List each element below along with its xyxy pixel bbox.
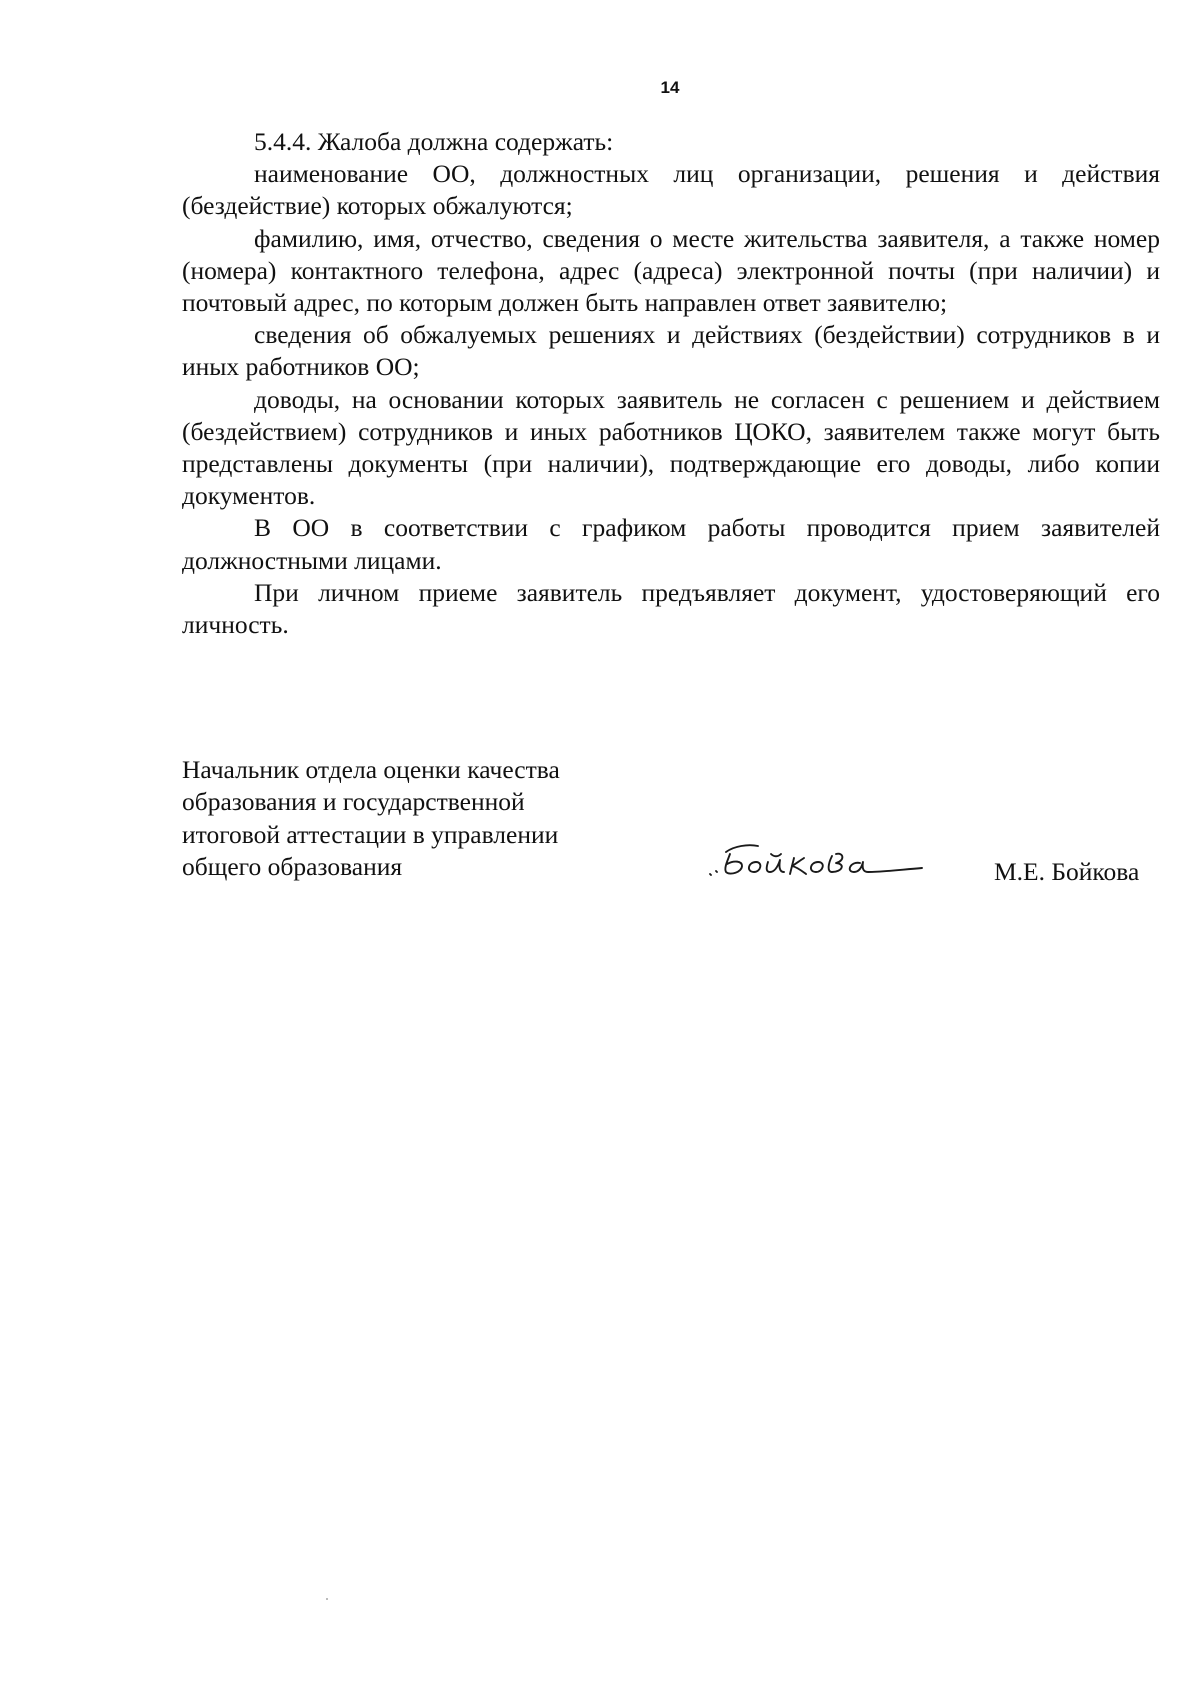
signer-position-line: общего образования xyxy=(182,852,403,882)
paragraph-applicant-info: фамилию, имя, отчество, сведения о месте жительства заявителя, а также номер (номера) контактного телефона, адрес (адреса) электронной почты (при наличии) и почтовый адрес, по которым должен быть направлен ответ заявителю; xyxy=(182,223,1160,318)
document-body xyxy=(182,126,1160,641)
paragraph-appealed-decisions: сведения об обжалуемых решениях и действиях (бездействии) сотрудников в и иных работников ОО; xyxy=(182,320,1160,382)
handwritten-signature xyxy=(700,834,930,884)
paragraph-arguments: доводы, на основании которых заявитель не согласен с решением и действием (бездействием) сотрудников и иных работников ЦОКО, заявителем также могут быть представлены документы (при наличии), подтверждающие его доводы, либо копии документов. xyxy=(182,384,1160,511)
paragraph-org-name: наименование ОО, должностных лиц организации, решения и действия (бездействие) которых обжалуются; xyxy=(182,159,1160,221)
signer-position xyxy=(182,754,662,884)
signer-name: М.Е. Бойкова xyxy=(994,857,1140,886)
signer-position-line: образования и государственной xyxy=(182,787,525,817)
paragraph-reception-schedule: В ОО в соответствии с графиком работы проводится прием заявителей должностными лицами. xyxy=(182,513,1160,575)
scan-speck xyxy=(326,1598,328,1600)
page-number: 14 xyxy=(660,78,680,97)
signer-position-line: Начальник отдела оценки качества xyxy=(182,755,560,784)
paragraph-personal-reception: При личном приеме заявитель предъявляет документ, удостоверяющий его личность. xyxy=(182,577,1160,640)
paragraph-complaint-heading: 5.4.4. Жалоба должна содержать: xyxy=(254,127,614,156)
signer-position-line: итоговой аттестации в управлении xyxy=(182,819,559,849)
